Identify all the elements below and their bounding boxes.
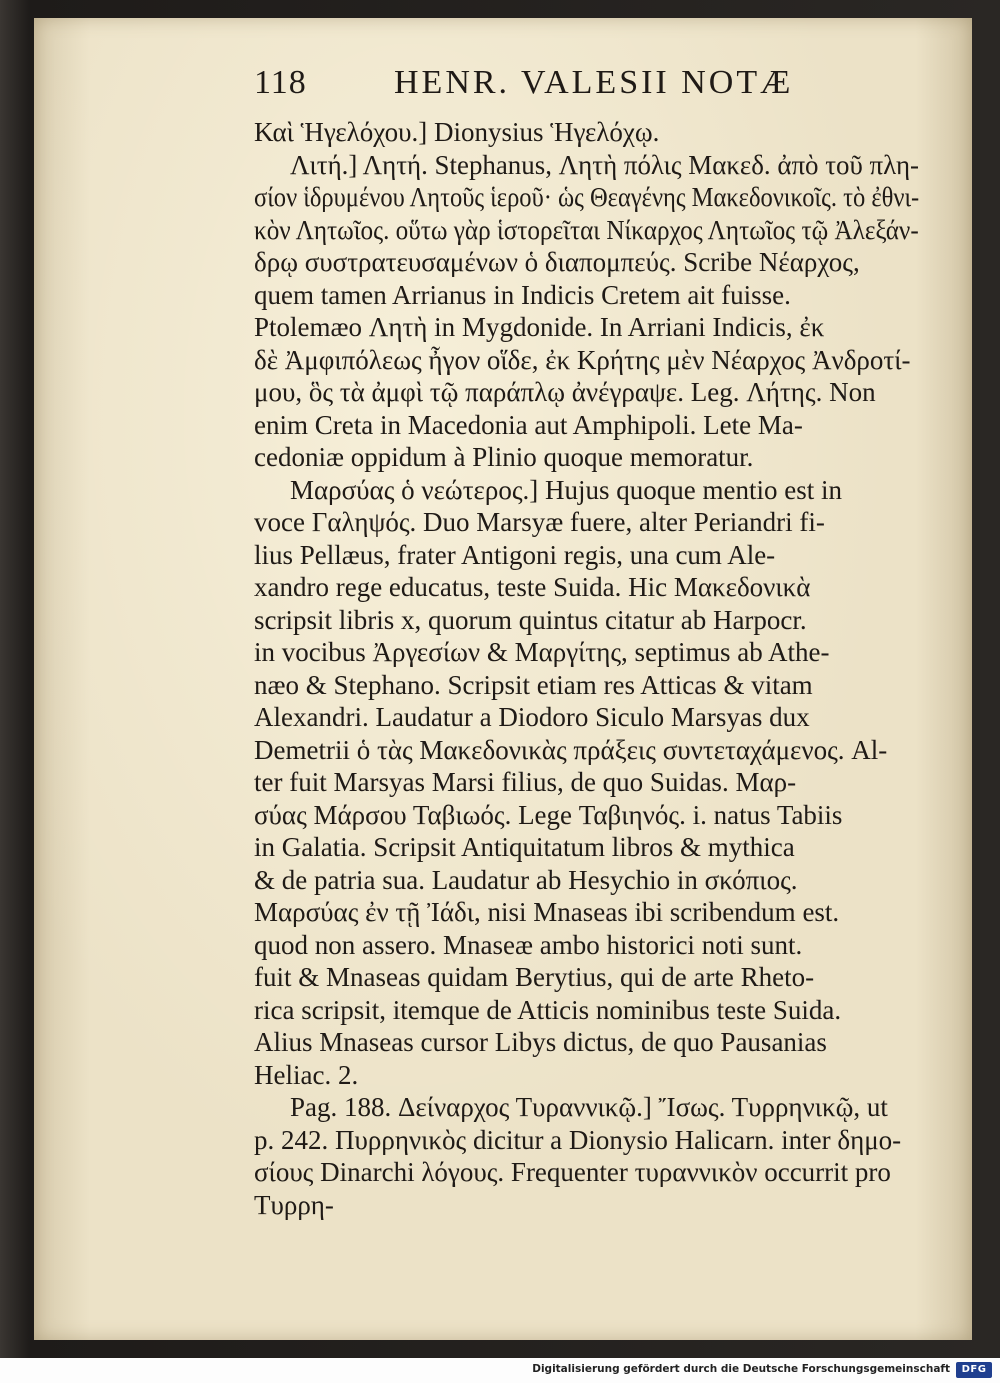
text-line: scripsit libris x, quorum quintus citatur ab Harpocr. [254,604,807,635]
text-line: Τυρρη- [254,1189,334,1220]
text-line: σύας Μάρσου Ταβιωός. Lege Ταβιηνός. i. natus Tabiis [254,799,843,830]
text-line: Λιτή.] Λητή. Stephanus, Λητὴ πόλις Μακεδ. ἀπὸ τοῦ πλη- [290,149,919,180]
page-number: 118 [254,64,307,101]
text-line: lius Pellæus, frater Antigoni regis, una cum Ale- [254,539,776,570]
text-line: p. 242. Πυρρηνικὸς dicitur a Dionysio Halicarn. inter δημο- [254,1124,902,1155]
text-line: in Galatia. Scripsit Antiquitatum libros & mythica [254,832,795,862]
text-line: σίους Dinarchi λόγους. Frequenter τυραννικὸν occurrit pro [254,1157,891,1187]
text-line: fuit & Mnaseas quidam Berytius, qui de arte Rheto- [254,962,815,992]
running-head [254,64,919,116]
text-line: quem tamen Arrianus in Indicis Cretem ait fuisse. [254,279,791,310]
text-line: quod non assero. Mnaseæ ambo historici noti sunt. [254,929,803,960]
text-line: voce Γαληψός. Duo Marsyæ fuere, alter Periandri fi- [254,507,825,537]
text-line: & de patria sua. Laudatur ab Hesychio in σκόπιος. [254,864,798,895]
running-title: HENR. VALESII NOTÆ [394,64,794,101]
text-line: κὸν Λητωῖος. οὕτω γὰρ ἱστορεῖται Νίκαρχος Λητωῖος τῷ Ἀλεξάν- [254,214,919,245]
footer-bar [0,1358,1000,1383]
dfg-logo: DFG [956,1362,992,1378]
text-line: σίον ἱδρυμένου Λητοῦς ἱεροῦ· ὡς Θεαγένης Μακεδονικοῖς. τὸ ἐθνι- [254,182,919,212]
text-line: xandro rege educatus, teste Suida. Hic Μακεδονικὰ [254,572,811,602]
text-line: Καὶ Ἡγελόχου.] Dionysius Ἡγελόχῳ. [254,117,660,147]
text-line: ter fuit Marsyas Marsi filius, de quo Suidas. Μαρ- [254,767,797,797]
text-line: Μαρσύας ὁ νεώτερος.] Hujus quoque mentio est in [290,474,843,505]
text-line: Alexandri. Laudatur a Diodoro Siculo Marsyas dux [254,702,810,732]
text-line: Heliac. 2. [254,1059,359,1090]
text-line: δὲ Ἀμφιπόλεως ἦγον οἵδε, ἐκ Κρήτης μὲν Νέαρχος Ἀνδροτί- [254,344,911,375]
text-line: Μαρσύας ἐν τῇ Ἰάδι, nisi Mnaseas ibi scribendum est. [254,897,840,927]
text-lines [254,116,919,1221]
text-line: enim Creta in Macedonia aut Amphipoli. Lete Ma- [254,409,803,440]
text-line: rica scripsit, itemque de Atticis nominibus teste Suida. [254,994,842,1025]
text-line: Alius Mnaseas cursor Libys dictus, de quo Pausanias [254,1027,827,1057]
footer-credit: Digitalisierung gefördert durch die Deutsche Forschungsgemeinschaft [532,1363,950,1375]
text-line: in vocibus Ἀργεσίων & Μαργίτης, septimus ab Athe- [254,637,830,667]
text-line: Pag. 188. Δείναρχος Τυραννικῷ.] Ἴσως. Τυρρηνικῷ, ut [290,1092,888,1122]
text-line: μου, ὃς τὰ ἀμφὶ τῷ παράπλῳ ἀνέγραψε. Leg. Λήτης. Non [254,377,876,407]
text-line: Ptolemæo Λητὴ in Mygdonide. In Arriani Indicis, ἐκ [254,312,825,342]
text-line: næo & Stephano. Scripsit etiam res Atticas & vitam [254,669,813,700]
page-text [254,64,919,1221]
text-line: δρῳ συστρατευσαμένων ὁ διαπομπεύς. Scribe Νέαρχος, [254,247,860,277]
text-line: cedoniæ oppidum à Plinio quoque memoratur. [254,442,754,472]
text-line: Demetrii ὁ τὰς Μακεδονικὰς πράξεις συντεταχάμενος. Al- [254,734,888,765]
